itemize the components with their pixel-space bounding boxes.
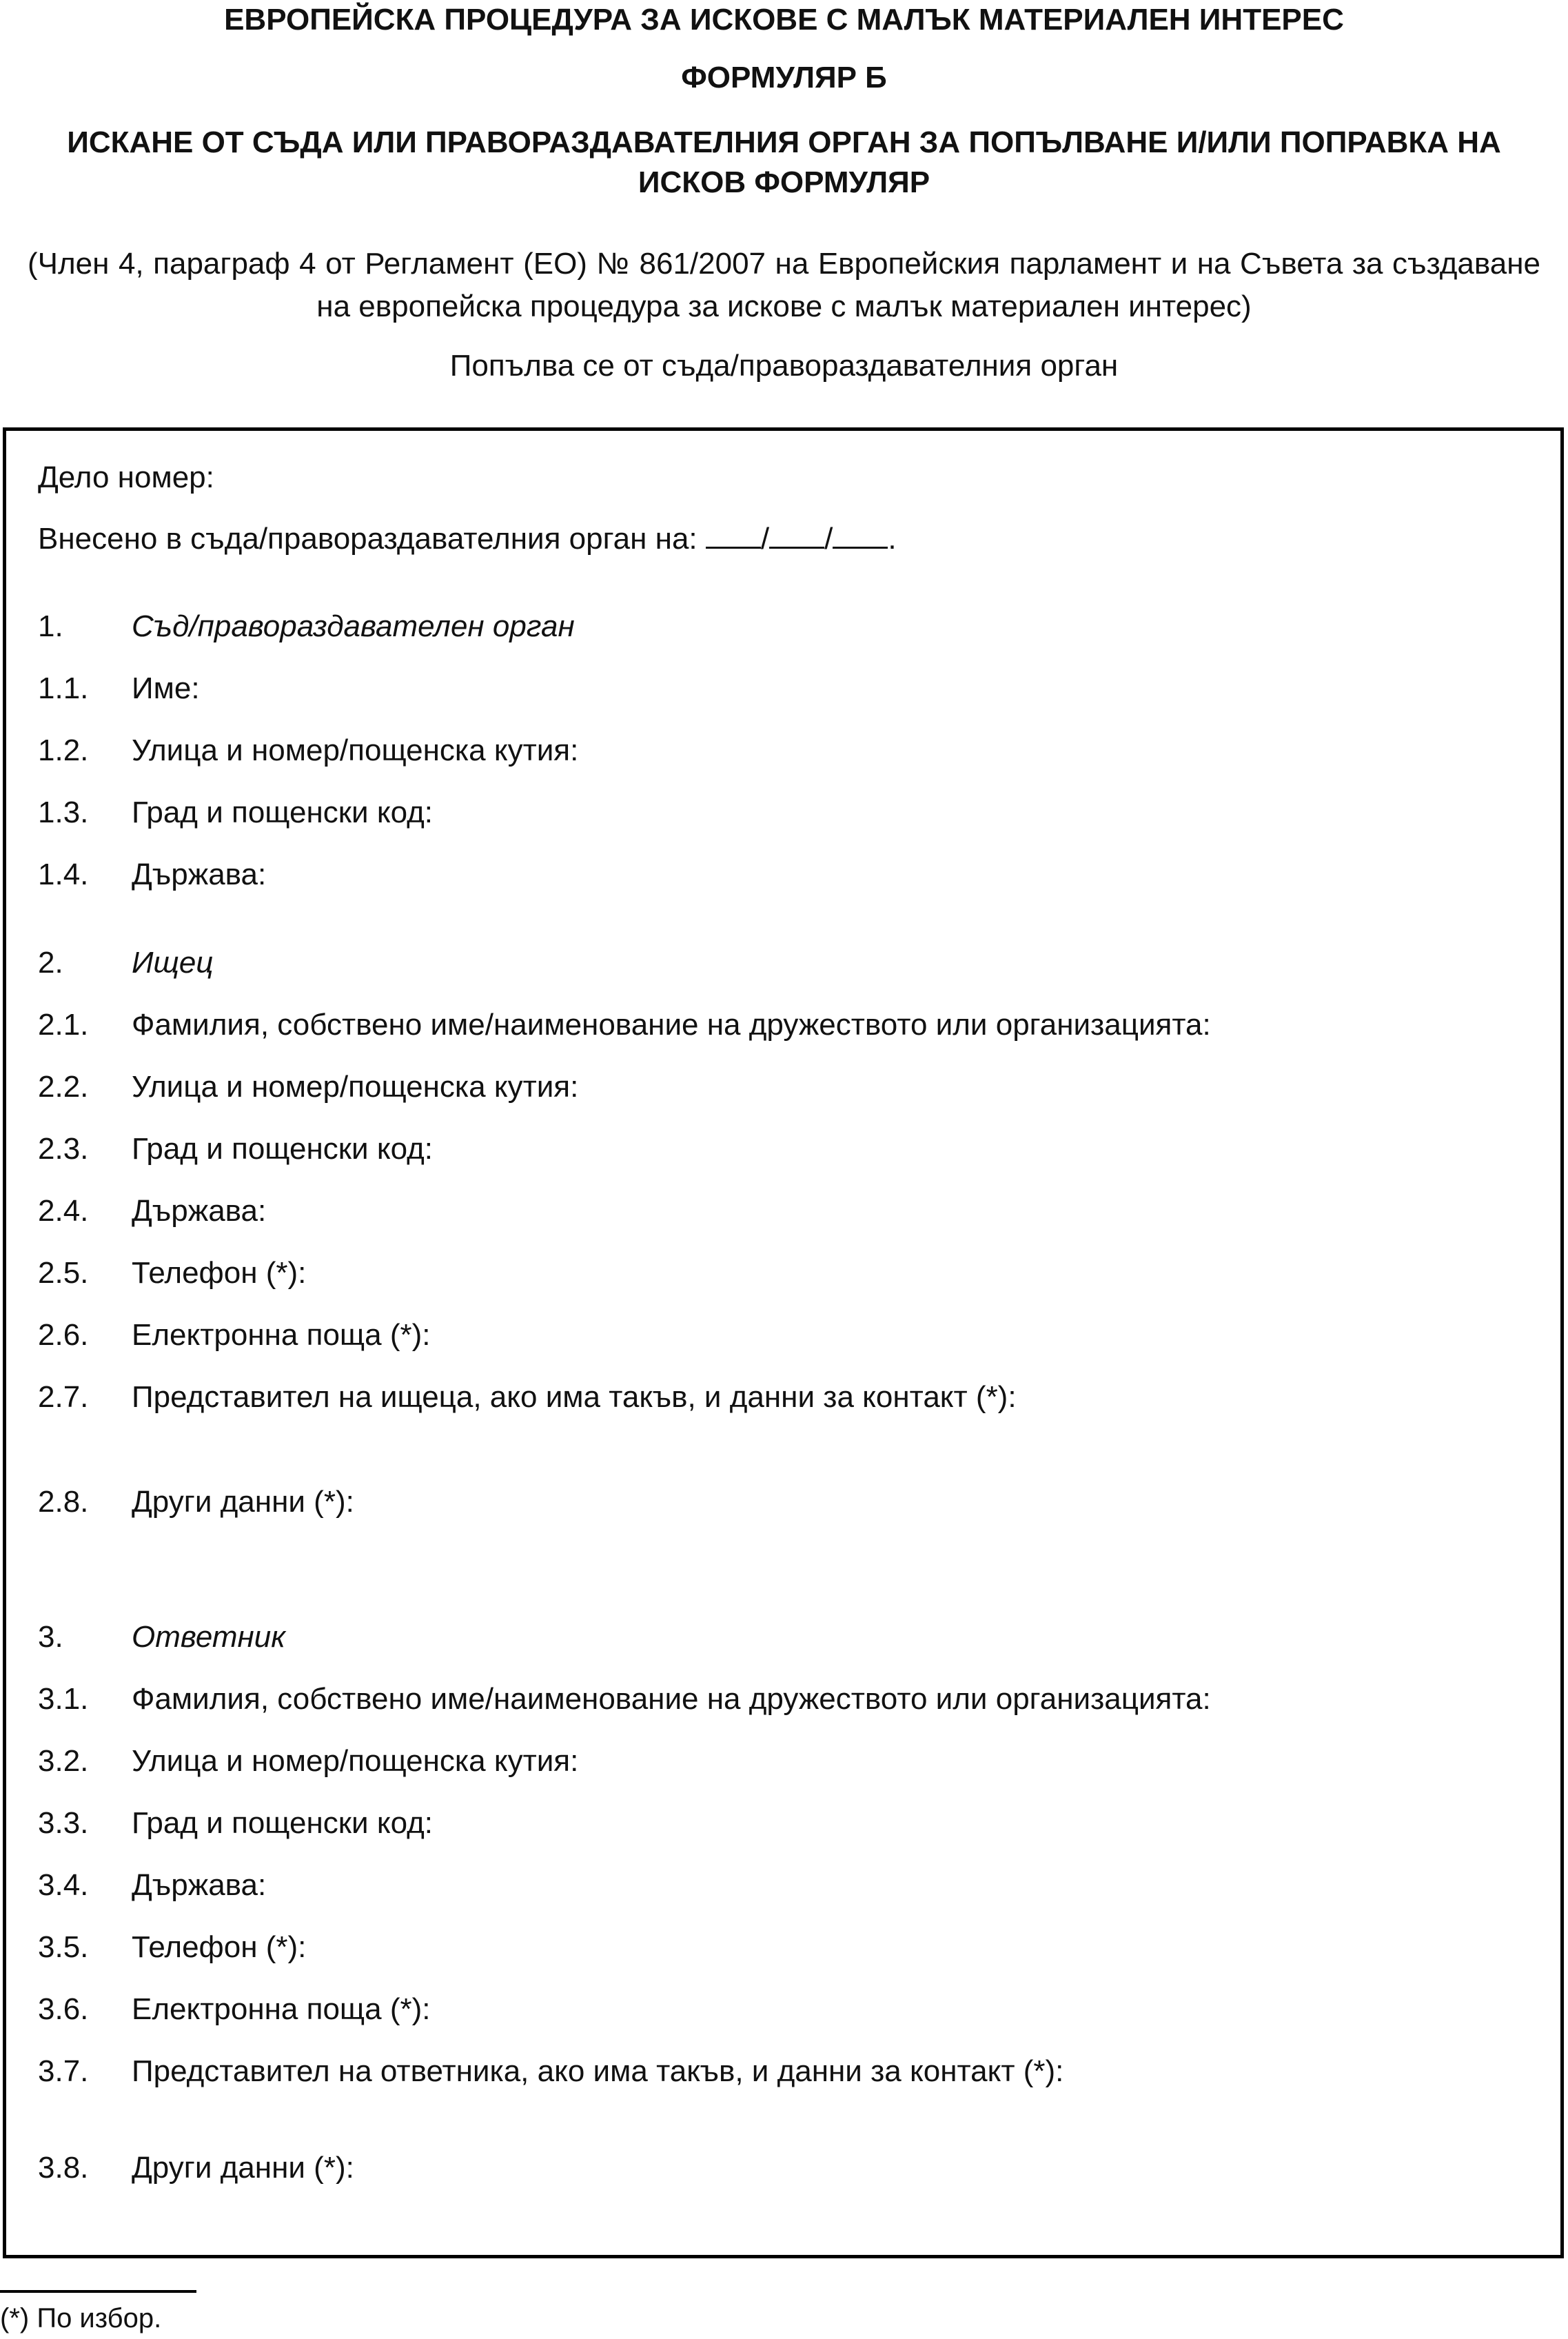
field-row[interactable]: [38, 731, 578, 770]
filed-date-label: Внесено в съда/правораздавателния орган на:: [38, 522, 698, 556]
field-row[interactable]: [38, 1192, 266, 1231]
field-number: 2.3.: [38, 1132, 89, 1166]
field-label: Държава:: [132, 858, 267, 891]
field-label: Град и пощенски код:: [132, 1806, 433, 1840]
field-number: 2.7.: [38, 1380, 89, 1414]
field-number: 3.3.: [38, 1806, 89, 1840]
field-row[interactable]: [38, 1866, 266, 1905]
section-title: Съд/правораздавателен орган: [132, 609, 575, 643]
field-number: 3.1.: [38, 1682, 89, 1716]
field-row[interactable]: [38, 1804, 433, 1843]
case-number-label: Дело номер:: [38, 460, 214, 494]
date-separator: /: [824, 522, 833, 556]
form-name: ФОРМУЛЯР Б: [681, 61, 887, 94]
field-row[interactable]: [38, 1990, 430, 2029]
section-number: 2.: [38, 946, 63, 980]
field-label: Град и пощенски код:: [132, 796, 433, 829]
field-number: 2.4.: [38, 1194, 89, 1228]
field-row[interactable]: [38, 793, 433, 832]
field-label: Държава:: [132, 1868, 267, 1902]
field-row[interactable]: [38, 2149, 354, 2187]
field-number: 3.6.: [38, 1992, 89, 2026]
field-row[interactable]: [38, 1130, 433, 1168]
section-number: 3.: [38, 1620, 63, 1654]
field-label: Град и пощенски код:: [132, 1132, 433, 1166]
field-row[interactable]: [38, 1068, 578, 1106]
field-row[interactable]: [38, 669, 200, 708]
field-number: 3.7.: [38, 2054, 89, 2088]
field-number: 3.2.: [38, 1744, 89, 1778]
field-number: 3.8.: [38, 2151, 89, 2185]
field-row[interactable]: [38, 1254, 306, 1293]
form-box: [3, 427, 1564, 2258]
field-label: Телефон (*):: [132, 1256, 307, 1290]
field-label: Представител на ответника, ако има такъв, и данни за контакт (*):: [132, 2054, 1064, 2088]
field-label: Телефон (*):: [132, 1930, 307, 1964]
footnote: (*) По избор.: [0, 2303, 162, 2333]
field-row[interactable]: [38, 2052, 1063, 2091]
field-row[interactable]: [38, 1006, 1211, 1044]
field-row[interactable]: [38, 1316, 430, 1355]
field-label: Други данни (*):: [132, 2151, 354, 2185]
field-number: 2.1.: [38, 1008, 89, 1042]
field-row[interactable]: [38, 1680, 1211, 1719]
date-separator: /: [760, 522, 770, 556]
field-row[interactable]: [38, 1483, 354, 1521]
date-day-blank[interactable]: [706, 519, 761, 549]
field-number: 1.3.: [38, 796, 89, 829]
field-label: Представител на ищеца, ако има такъв, и данни за контакт (*):: [132, 1380, 1017, 1414]
field-number: 2.8.: [38, 1485, 89, 1519]
field-number: 2.5.: [38, 1256, 89, 1290]
section-number: 1.: [38, 609, 63, 643]
field-label: Други данни (*):: [132, 1485, 354, 1519]
field-number: 1.1.: [38, 671, 89, 705]
field-number: 1.2.: [38, 733, 89, 767]
filed-date-row: [38, 519, 897, 558]
field-label: Улица и номер/пощенска кутия:: [132, 1744, 579, 1778]
field-label: Улица и номер/пощенска кутия:: [132, 1070, 579, 1104]
footnote-divider: [0, 2290, 196, 2293]
field-label: Фамилия, собствено име/наименование на дружеството или организацията:: [132, 1008, 1211, 1042]
field-label: Държава:: [132, 1194, 267, 1228]
field-row[interactable]: [38, 1928, 306, 1967]
section-heading-court: [38, 607, 575, 646]
field-number: 1.4.: [38, 858, 89, 891]
field-number: 2.2.: [38, 1070, 89, 1104]
field-row[interactable]: [38, 1378, 1017, 1417]
date-month-blank[interactable]: [769, 519, 824, 549]
field-number: 3.4.: [38, 1868, 89, 1902]
field-label: Име:: [132, 671, 200, 705]
section-heading-defendant: [38, 1618, 285, 1657]
date-end: .: [888, 522, 897, 556]
date-year-blank[interactable]: [833, 519, 888, 549]
field-number: 3.5.: [38, 1930, 89, 1964]
field-label: Фамилия, собствено име/наименование на дружеството или организацията:: [132, 1682, 1211, 1716]
field-row[interactable]: [38, 855, 266, 894]
form-main-title: ЕВРОПЕЙСКА ПРОЦЕДУРА ЗА ИСКОВЕ С МАЛЪК МАТЕРИАЛЕН ИНТЕРЕС: [224, 3, 1344, 37]
fill-instruction: Попълва се от съда/правораздавателния орган: [449, 349, 1119, 383]
field-row[interactable]: [38, 1742, 578, 1781]
section-heading-claimant: [38, 944, 214, 982]
legal-basis-subtitle: (Член 4, параграф 4 от Регламент (ЕО) № 861/2007 на Европейския парламент и на Съвета за създаване на европейска процедура за искове с малък материален интерес): [28, 247, 1540, 323]
field-number: 2.6.: [38, 1318, 89, 1352]
field-label: Електронна поща (*):: [132, 1318, 431, 1352]
field-label: Улица и номер/пощенска кутия:: [132, 733, 579, 767]
form-subject-title: ИСКАНЕ ОТ СЪДА ИЛИ ПРАВОРАЗДАВАТЕЛНИЯ ОРГАН ЗА ПОПЪЛВАНЕ И/ИЛИ ПОПРАВКА НА ИСКОВ ФОРМУЛЯР: [67, 125, 1501, 199]
section-title: Ответник: [132, 1620, 285, 1654]
field-label: Електронна поща (*):: [132, 1992, 431, 2026]
section-title: Ищец: [132, 946, 214, 980]
